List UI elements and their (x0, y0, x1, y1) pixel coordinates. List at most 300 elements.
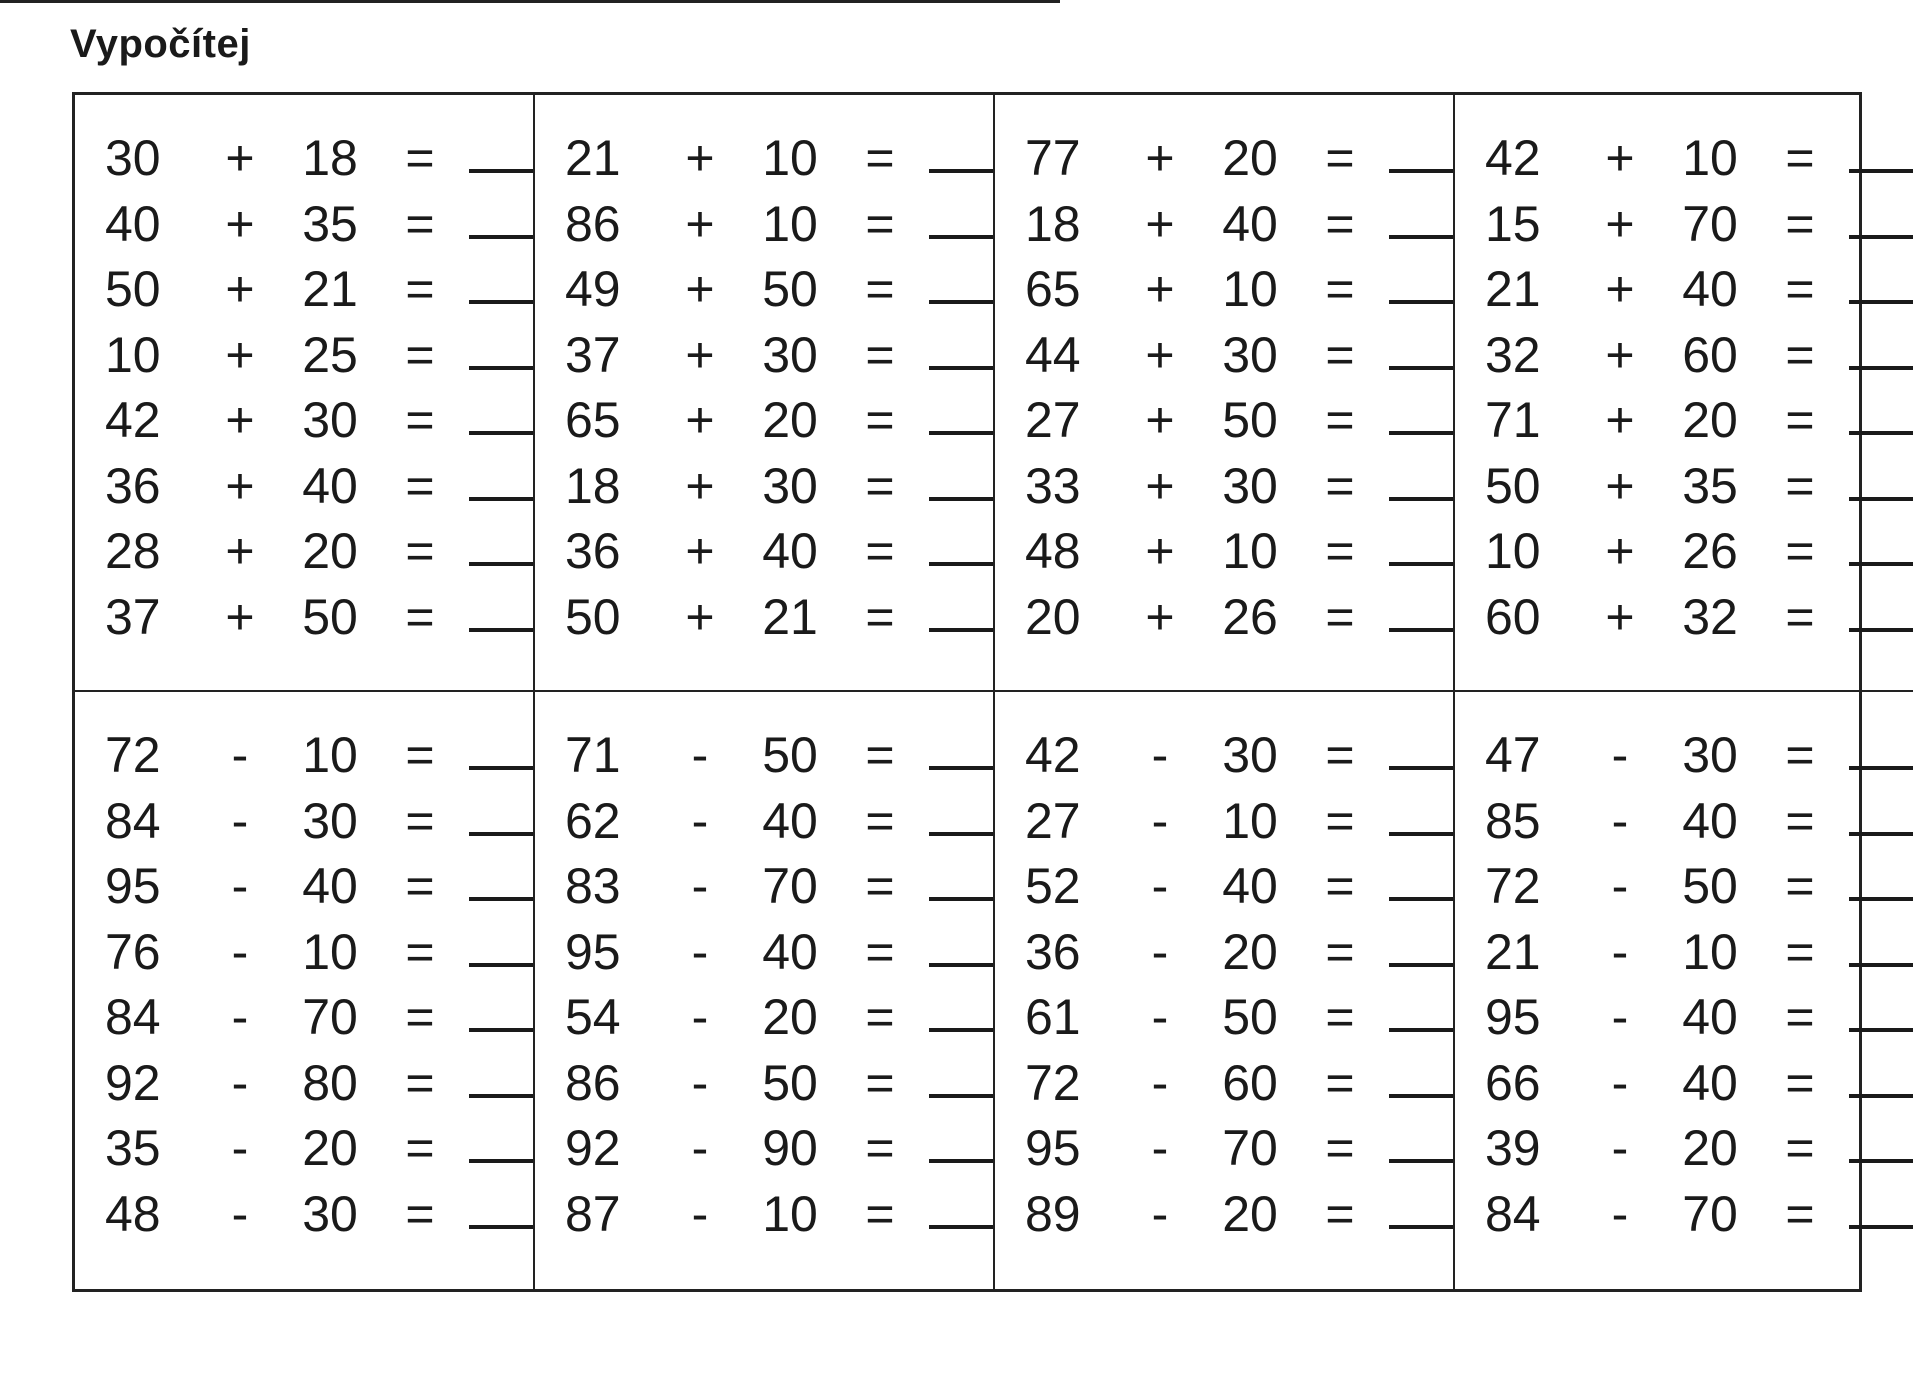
minus-sign: - (691, 1185, 709, 1242)
second-operand: 10 (302, 727, 358, 783)
second-operand: 26 (1222, 588, 1278, 645)
first-operand: 84 (1485, 1185, 1541, 1242)
first-operand: 30 (105, 130, 161, 186)
first-operand: 65 (565, 392, 621, 448)
equals-sign: = (1325, 858, 1355, 914)
problem-row (1025, 195, 1453, 265)
answer-blank[interactable] (929, 1224, 993, 1229)
plus-sign: + (685, 130, 715, 186)
answer-blank[interactable] (469, 561, 533, 566)
first-operand: 40 (105, 195, 161, 252)
answer-blank[interactable] (1389, 896, 1453, 901)
equals-sign: = (865, 195, 895, 252)
first-operand: 95 (1025, 1120, 1081, 1176)
problem-row (1485, 195, 1913, 265)
problem-row (565, 923, 993, 993)
minus-sign: - (691, 792, 709, 849)
answer-blank[interactable] (1389, 561, 1453, 566)
second-operand: 10 (302, 923, 358, 980)
first-operand: 65 (1025, 261, 1081, 317)
plus-sign: + (225, 588, 255, 645)
first-operand: 48 (1025, 523, 1081, 579)
answer-blank[interactable] (1389, 1224, 1453, 1229)
problem-row (1485, 130, 1913, 199)
plus-sign: + (1145, 261, 1175, 317)
problem-row (565, 1120, 993, 1189)
second-operand: 26 (1682, 523, 1738, 579)
plus-sign: + (1145, 326, 1175, 383)
plus-sign: + (1605, 392, 1635, 448)
problem-row (105, 261, 533, 330)
equals-sign: = (865, 261, 895, 317)
answer-blank[interactable] (1389, 430, 1453, 435)
answer-blank[interactable] (929, 1093, 993, 1098)
equals-sign: = (1325, 130, 1355, 186)
problem-row (1485, 923, 1913, 993)
equals-sign: = (405, 457, 435, 514)
plus-sign: + (685, 523, 715, 579)
problem-row (105, 326, 533, 396)
problem-row (1025, 1054, 1453, 1124)
minus-sign: - (231, 858, 249, 914)
answer-blank[interactable] (469, 1093, 533, 1098)
problem-group (535, 692, 995, 1289)
first-operand: 49 (565, 261, 621, 317)
answer-blank[interactable] (1389, 1158, 1453, 1163)
second-operand: 20 (1222, 923, 1278, 980)
first-operand: 50 (105, 261, 161, 317)
answer-blank[interactable] (1389, 962, 1453, 967)
minus-sign: - (1611, 727, 1629, 783)
second-operand: 10 (1222, 261, 1278, 317)
plus-sign: + (685, 457, 715, 514)
second-operand: 30 (1682, 727, 1738, 783)
second-operand: 30 (762, 457, 818, 514)
second-operand: 40 (302, 457, 358, 514)
second-operand: 50 (1222, 392, 1278, 448)
problem-row (1025, 989, 1453, 1058)
first-operand: 35 (105, 1120, 161, 1176)
equals-sign: = (1325, 1120, 1355, 1176)
equals-sign: = (1325, 392, 1355, 448)
answer-blank[interactable] (469, 831, 533, 836)
minus-sign: - (1151, 858, 1169, 914)
answer-blank[interactable] (1849, 896, 1913, 901)
equals-sign: = (1325, 195, 1355, 252)
plus-sign: + (1145, 392, 1175, 448)
first-operand: 47 (1485, 727, 1541, 783)
problem-row (565, 523, 993, 592)
problem-group (75, 95, 535, 692)
second-operand: 70 (762, 858, 818, 914)
minus-sign: - (1611, 923, 1629, 980)
first-operand: 92 (565, 1120, 621, 1176)
second-operand: 25 (302, 326, 358, 383)
first-operand: 61 (1025, 989, 1081, 1045)
answer-blank[interactable] (1849, 1027, 1913, 1032)
equals-sign: = (1785, 923, 1815, 980)
problem-grid (72, 92, 1862, 1292)
problem-row (105, 588, 533, 658)
equals-sign: = (1785, 858, 1815, 914)
answer-blank[interactable] (469, 1224, 533, 1229)
problem-row (565, 457, 993, 527)
second-operand: 40 (1682, 261, 1738, 317)
answer-blank[interactable] (1849, 962, 1913, 967)
first-operand: 50 (565, 588, 621, 645)
second-operand: 70 (1222, 1120, 1278, 1176)
problem-row (105, 1185, 533, 1255)
equals-sign: = (1325, 923, 1355, 980)
equals-sign: = (1785, 326, 1815, 383)
answer-blank[interactable] (469, 430, 533, 435)
second-operand: 20 (1682, 1120, 1738, 1176)
equals-sign: = (865, 858, 895, 914)
answer-blank[interactable] (1849, 299, 1913, 304)
answer-blank[interactable] (1389, 168, 1453, 173)
first-operand: 42 (105, 392, 161, 448)
plus-sign: + (1145, 588, 1175, 645)
answer-blank[interactable] (929, 365, 993, 370)
minus-sign: - (691, 989, 709, 1045)
first-operand: 27 (1025, 392, 1081, 448)
second-operand: 30 (302, 792, 358, 849)
equals-sign: = (1785, 261, 1815, 317)
first-operand: 71 (565, 727, 621, 783)
first-operand: 83 (565, 858, 621, 914)
problem-row (1025, 727, 1453, 796)
first-operand: 84 (105, 792, 161, 849)
first-operand: 36 (105, 457, 161, 514)
answer-blank[interactable] (1849, 627, 1913, 632)
second-operand: 10 (1682, 923, 1738, 980)
minus-sign: - (231, 1185, 249, 1242)
problem-group (535, 95, 995, 692)
first-operand: 62 (565, 792, 621, 849)
equals-sign: = (405, 1054, 435, 1111)
equals-sign: = (1325, 523, 1355, 579)
problem-group (75, 692, 535, 1289)
equals-sign: = (405, 1185, 435, 1242)
answer-blank[interactable] (929, 299, 993, 304)
answer-blank[interactable] (469, 234, 533, 239)
problem-row (565, 392, 993, 461)
equals-sign: = (1325, 727, 1355, 783)
minus-sign: - (231, 989, 249, 1045)
answer-blank[interactable] (1389, 831, 1453, 836)
answer-blank[interactable] (469, 627, 533, 632)
problem-row (565, 792, 993, 862)
second-operand: 30 (762, 326, 818, 383)
answer-blank[interactable] (929, 234, 993, 239)
minus-sign: - (1611, 858, 1629, 914)
equals-sign: = (865, 792, 895, 849)
answer-blank[interactable] (929, 1158, 993, 1163)
first-operand: 72 (1485, 858, 1541, 914)
plus-sign: + (685, 326, 715, 383)
problem-row (1485, 1120, 1913, 1189)
answer-blank[interactable] (1849, 234, 1913, 239)
equals-sign: = (865, 392, 895, 448)
first-operand: 84 (105, 989, 161, 1045)
problem-row (1025, 792, 1453, 862)
answer-blank[interactable] (469, 168, 533, 173)
minus-sign: - (1151, 1185, 1169, 1242)
second-operand: 10 (1682, 130, 1738, 186)
minus-sign: - (1151, 1120, 1169, 1176)
second-operand: 21 (302, 261, 358, 317)
second-operand: 40 (302, 858, 358, 914)
minus-sign: - (231, 727, 249, 783)
first-operand: 50 (1485, 457, 1541, 514)
equals-sign: = (1785, 392, 1815, 448)
plus-sign: + (1145, 523, 1175, 579)
equals-sign: = (405, 588, 435, 645)
second-operand: 40 (762, 792, 818, 849)
minus-sign: - (1151, 1054, 1169, 1111)
first-operand: 15 (1485, 195, 1541, 252)
equals-sign: = (1785, 130, 1815, 186)
problem-row (1025, 326, 1453, 396)
second-operand: 50 (762, 1054, 818, 1111)
answer-blank[interactable] (1849, 1158, 1913, 1163)
equals-sign: = (1785, 1120, 1815, 1176)
second-operand: 80 (302, 1054, 358, 1111)
equals-sign: = (405, 792, 435, 849)
problem-row (1025, 130, 1453, 199)
first-operand: 76 (105, 923, 161, 980)
equals-sign: = (1785, 727, 1815, 783)
minus-sign: - (1151, 792, 1169, 849)
plus-sign: + (685, 588, 715, 645)
problem-row (565, 858, 993, 927)
equals-sign: = (865, 727, 895, 783)
first-operand: 37 (105, 588, 161, 645)
equals-sign: = (865, 1185, 895, 1242)
answer-blank[interactable] (1389, 627, 1453, 632)
problem-row (1025, 1120, 1453, 1189)
problem-row (105, 792, 533, 862)
second-operand: 20 (762, 392, 818, 448)
answer-blank[interactable] (1849, 561, 1913, 566)
problem-row (105, 1054, 533, 1124)
equals-sign: = (405, 261, 435, 317)
problem-row (1025, 858, 1453, 927)
minus-sign: - (231, 923, 249, 980)
second-operand: 18 (302, 130, 358, 186)
answer-blank[interactable] (469, 1158, 533, 1163)
minus-sign: - (1611, 989, 1629, 1045)
equals-sign: = (865, 989, 895, 1045)
answer-blank[interactable] (929, 1027, 993, 1032)
plus-sign: + (225, 457, 255, 514)
answer-blank[interactable] (469, 765, 533, 770)
answer-blank[interactable] (469, 1027, 533, 1032)
problem-row (1025, 1185, 1453, 1255)
equals-sign: = (1785, 1054, 1815, 1111)
plus-sign: + (1605, 326, 1635, 383)
equals-sign: = (1325, 1185, 1355, 1242)
second-operand: 40 (1222, 195, 1278, 252)
plus-sign: + (225, 392, 255, 448)
answer-blank[interactable] (1849, 1093, 1913, 1098)
answer-blank[interactable] (1849, 765, 1913, 770)
answer-blank[interactable] (469, 962, 533, 967)
second-operand: 20 (1222, 1185, 1278, 1242)
answer-blank[interactable] (1849, 831, 1913, 836)
answer-blank[interactable] (929, 831, 993, 836)
equals-sign: = (405, 523, 435, 579)
equals-sign: = (405, 1120, 435, 1176)
plus-sign: + (685, 195, 715, 252)
second-operand: 20 (1682, 392, 1738, 448)
first-operand: 71 (1485, 392, 1541, 448)
answer-blank[interactable] (1389, 299, 1453, 304)
answer-blank[interactable] (929, 496, 993, 501)
problem-row (105, 523, 533, 592)
equals-sign: = (865, 588, 895, 645)
first-operand: 21 (1485, 923, 1541, 980)
first-operand: 72 (1025, 1054, 1081, 1111)
problem-row (1485, 792, 1913, 862)
second-operand: 70 (1682, 1185, 1738, 1242)
answer-blank[interactable] (1849, 496, 1913, 501)
problem-row (105, 195, 533, 265)
problem-row (105, 727, 533, 796)
minus-sign: - (691, 1120, 709, 1176)
equals-sign: = (405, 195, 435, 252)
second-operand: 35 (1682, 457, 1738, 514)
equals-sign: = (1785, 523, 1815, 579)
problem-row (105, 989, 533, 1058)
second-operand: 60 (1682, 326, 1738, 383)
first-operand: 86 (565, 195, 621, 252)
problem-row (105, 923, 533, 993)
plus-sign: + (685, 261, 715, 317)
problem-row (1485, 588, 1913, 658)
minus-sign: - (1151, 989, 1169, 1045)
second-operand: 50 (302, 588, 358, 645)
problem-row (1025, 261, 1453, 330)
minus-sign: - (1151, 923, 1169, 980)
problem-row (105, 392, 533, 461)
plus-sign: + (1605, 523, 1635, 579)
minus-sign: - (1611, 792, 1629, 849)
problem-row (565, 261, 993, 330)
equals-sign: = (865, 130, 895, 186)
answer-blank[interactable] (1849, 168, 1913, 173)
problem-row (565, 1185, 993, 1255)
first-operand: 18 (1025, 195, 1081, 252)
second-operand: 20 (1222, 130, 1278, 186)
minus-sign: - (1611, 1054, 1629, 1111)
equals-sign: = (405, 858, 435, 914)
first-operand: 42 (1485, 130, 1541, 186)
problem-row (1485, 457, 1913, 527)
equals-sign: = (865, 523, 895, 579)
problem-group (995, 692, 1455, 1289)
second-operand: 10 (762, 130, 818, 186)
answer-blank[interactable] (1389, 1027, 1453, 1032)
answer-blank[interactable] (1389, 765, 1453, 770)
problem-row (1025, 923, 1453, 993)
answer-blank[interactable] (1389, 1093, 1453, 1098)
second-operand: 40 (762, 523, 818, 579)
answer-blank[interactable] (929, 765, 993, 770)
first-operand: 27 (1025, 792, 1081, 849)
minus-sign: - (691, 727, 709, 783)
second-operand: 70 (1682, 195, 1738, 252)
second-operand: 50 (1222, 989, 1278, 1045)
second-operand: 20 (302, 523, 358, 579)
equals-sign: = (1325, 989, 1355, 1045)
equals-sign: = (1325, 457, 1355, 514)
problem-row (1485, 392, 1913, 461)
first-operand: 42 (1025, 727, 1081, 783)
first-operand: 95 (1485, 989, 1541, 1045)
second-operand: 21 (762, 588, 818, 645)
answer-blank[interactable] (929, 561, 993, 566)
equals-sign: = (1785, 989, 1815, 1045)
answer-blank[interactable] (469, 896, 533, 901)
second-operand: 30 (1222, 727, 1278, 783)
problem-row (565, 1054, 993, 1124)
answer-blank[interactable] (929, 896, 993, 901)
answer-blank[interactable] (469, 496, 533, 501)
answer-blank[interactable] (1389, 234, 1453, 239)
plus-sign: + (225, 261, 255, 317)
first-operand: 48 (105, 1185, 161, 1242)
answer-blank[interactable] (929, 168, 993, 173)
second-operand: 40 (1682, 989, 1738, 1045)
equals-sign: = (865, 326, 895, 383)
second-operand: 50 (762, 727, 818, 783)
equals-sign: = (865, 1054, 895, 1111)
first-operand: 28 (105, 523, 161, 579)
answer-blank[interactable] (1389, 365, 1453, 370)
equals-sign: = (405, 326, 435, 383)
answer-blank[interactable] (1849, 1224, 1913, 1229)
problem-row (1485, 1054, 1913, 1124)
answer-blank[interactable] (929, 962, 993, 967)
first-operand: 10 (105, 326, 161, 383)
plus-sign: + (225, 326, 255, 383)
equals-sign: = (1325, 588, 1355, 645)
problem-row (1485, 523, 1913, 592)
second-operand: 10 (762, 1185, 818, 1242)
plus-sign: + (225, 130, 255, 186)
second-operand: 60 (1222, 1054, 1278, 1111)
answer-blank[interactable] (929, 627, 993, 632)
plus-sign: + (225, 195, 255, 252)
equals-sign: = (1785, 792, 1815, 849)
second-operand: 10 (1222, 523, 1278, 579)
answer-blank[interactable] (1389, 496, 1453, 501)
minus-sign: - (231, 792, 249, 849)
answer-blank[interactable] (1849, 430, 1913, 435)
second-operand: 20 (762, 989, 818, 1045)
answer-blank[interactable] (469, 299, 533, 304)
answer-blank[interactable] (1849, 365, 1913, 370)
answer-blank[interactable] (469, 365, 533, 370)
equals-sign: = (1325, 326, 1355, 383)
problem-row (1485, 858, 1913, 927)
answer-blank[interactable] (929, 430, 993, 435)
first-operand: 44 (1025, 326, 1081, 383)
plus-sign: + (1605, 261, 1635, 317)
problem-row (1485, 326, 1913, 396)
problem-group (1455, 692, 1913, 1289)
